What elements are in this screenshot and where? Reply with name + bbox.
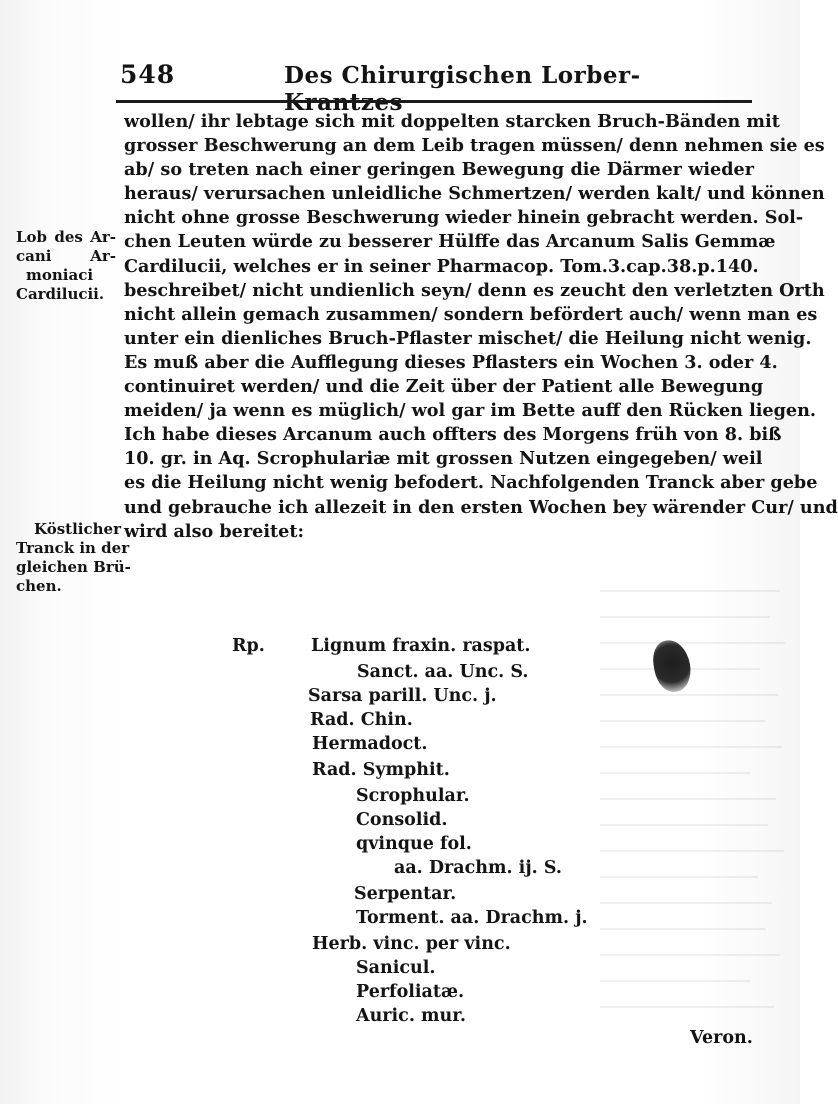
text-line: nicht allein gemach zusammen/ sondern befördert auch/ wenn man es: [124, 303, 818, 325]
text-line: heraus/ verursachen unleidliche Schmertzen/ werden kalt/ und können: [124, 183, 825, 205]
margin-note-line: Tranck in der: [16, 539, 130, 557]
page-header: [112, 56, 750, 96]
margin-note-line: Köstlicher: [34, 520, 121, 538]
text-line: grosser Beschwerung an dem Leib tragen müssen/ denn nehmen sie es: [124, 135, 825, 157]
margin-note-line: Lob des Ar-: [16, 228, 116, 246]
margin-note-line: cani Ar-: [16, 247, 116, 265]
text-line: Cardilucii, welches er in seiner Pharmacop. Tom.3.cap.38.p.140.: [124, 255, 759, 277]
text-line: Ich habe dieses Arcanum auch offters des Morgens früh von 8. biß: [124, 424, 782, 446]
text-line: 10. gr. in Aq. Scrophulariæ mit grossen Nutzen eingegeben/ weil: [124, 448, 763, 470]
recipe-symbol: Rp.: [232, 636, 265, 656]
recipe-item: Hermadoct.: [312, 734, 428, 754]
recipe-item: Serpentar.: [354, 884, 457, 904]
bleed-through-text: [600, 580, 800, 1060]
recipe-item: Lignum fraxin. raspat.: [311, 636, 531, 656]
text-line: und gebrauche ich allezeit in den ersten Wochen bey wärender Cur/ und: [124, 496, 838, 518]
text-line: continuiret werden/ und die Zeit über der Patient alle Bewegung: [124, 376, 764, 398]
body-text: [124, 110, 838, 544]
recipe-item: Sarsa parill. Unc. j.: [308, 686, 497, 706]
margin-note-lob: [16, 228, 116, 304]
recipe-item: Auric. mur.: [356, 1006, 466, 1026]
text-line: unter ein dienliches Bruch-Pflaster mischet/ die Heilung nicht wenig.: [124, 327, 812, 349]
header-rule: [116, 100, 752, 103]
text-line: ab/ so treten nach einer geringen Bewegung die Därmer wieder: [124, 159, 754, 181]
recipe-item: Rad. Symphit.: [312, 760, 450, 780]
text-line: es die Heilung nicht wenig befodert. Nachfolgenden Tranck aber gebe: [124, 472, 818, 494]
catchword: Veron.: [690, 1028, 753, 1048]
recipe-item: Perfoliatæ.: [356, 982, 465, 1002]
recipe-item: Scrophular.: [356, 786, 470, 806]
text-line: nicht ohne grosse Beschwerung wieder hinein gebracht werden. Sol-: [124, 207, 804, 229]
text-line: Es muß aber die Aufflegung dieses Pflasters ein Wochen 3. oder 4.: [124, 351, 778, 373]
margin-note-line: Cardilucii.: [16, 285, 105, 303]
recipe-item: Sanicul.: [356, 958, 436, 978]
text-line: chen Leuten würde zu besserer Hülffe das Arcanum Salis Gemmæ: [124, 231, 776, 253]
recipe-item: Consolid.: [356, 810, 448, 830]
text-line: beschreibet/ nicht undienlich seyn/ denn es zeucht den verletzten Orth: [124, 279, 825, 301]
text-line: wird also bereitet:: [124, 520, 304, 542]
running-title: Des Chirurgischen Lorber-: [284, 62, 641, 89]
margin-note-line: gleichen Brü-: [16, 558, 131, 576]
recipe-item: Rad. Chin.: [310, 710, 413, 730]
margin-note-line: moniaci: [26, 266, 94, 284]
recipe-item: qvinque fol.: [356, 834, 472, 854]
page-number: 548: [120, 60, 176, 89]
recipe-item: Herb. vinc. per vinc.: [312, 934, 511, 954]
text-line: wollen/ ihr lebtage sich mit doppelten starcken Bruch-Bänden mit: [124, 111, 780, 132]
recipe-item: aa. Drachm. ij. S.: [394, 858, 562, 878]
recipe-item: Torment. aa. Drachm. j.: [356, 908, 588, 928]
recipe-item: Sanct. aa. Unc. S.: [357, 662, 529, 682]
margin-note-tranck: [16, 520, 131, 596]
text-line: meiden/ ja wenn es müglich/ wol gar im Bette auff den Rücken liegen.: [124, 400, 817, 422]
margin-note-line: chen.: [16, 577, 62, 595]
